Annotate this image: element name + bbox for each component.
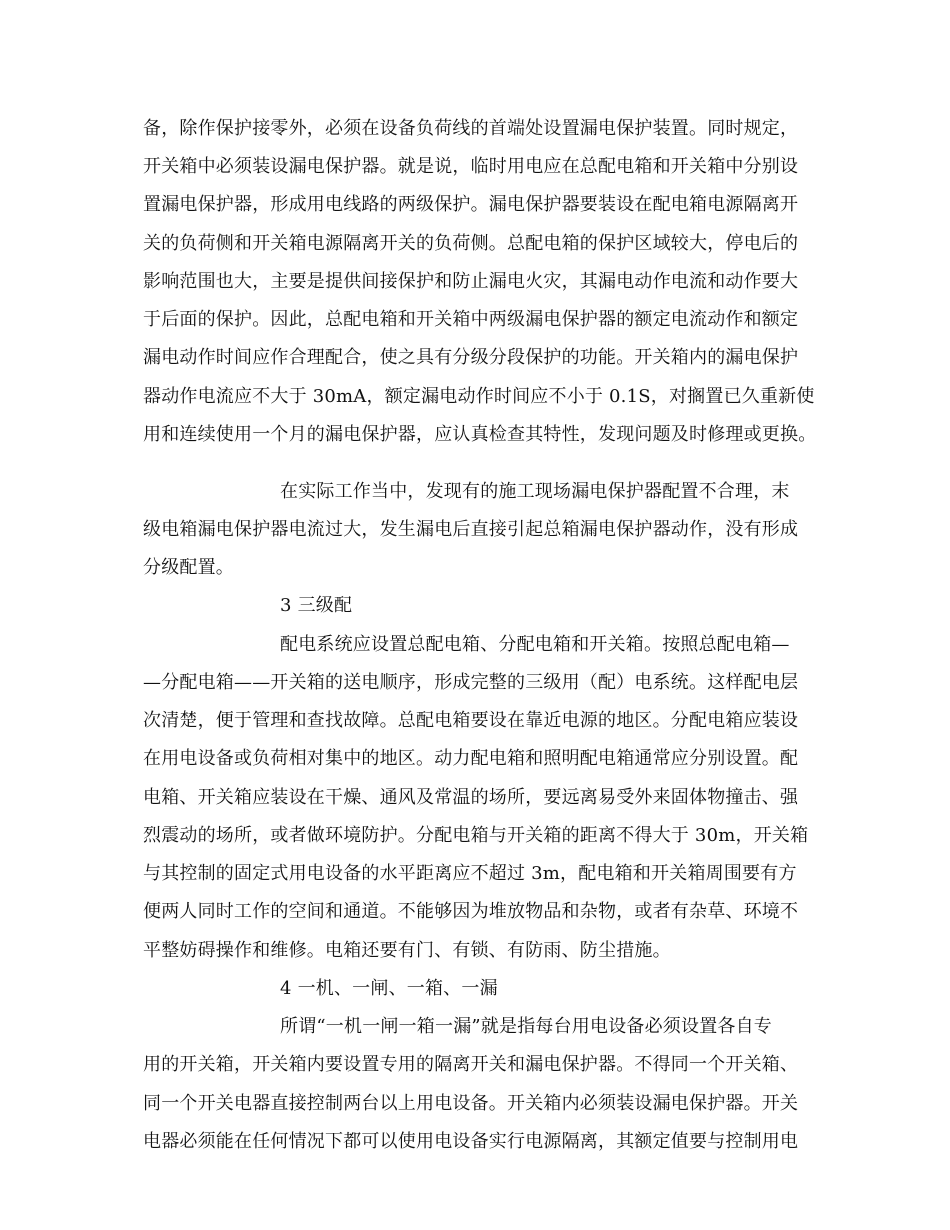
paragraph-4-line-4: 电器必须能在任何情况下都可以使用电设备实行电源隔离，其额定值要与控制用电 xyxy=(143,1131,799,1152)
section-heading-4: 4 一机、一闸、一箱、一漏 xyxy=(280,978,498,999)
paragraph-1-line-4: 关的负荷侧和开关箱电源隔离开关的负荷侧。总配电箱的保护区域较大，停电后的 xyxy=(143,233,799,254)
paragraph-1-line-3: 置漏电保护器，形成用电线路的两级保护。漏电保护器要装设在配电箱电源隔离开 xyxy=(143,194,799,215)
paragraph-3-line-8: 便两人同时工作的空间和通道。不能够因为堆放物品和杂物，或者有杂草、环境不 xyxy=(143,901,799,922)
paragraph-3-line-6: 烈震动的场所，或者做环境防护。分配电箱与开关箱的距离不得大于 30m，开关箱 xyxy=(143,825,809,846)
section-heading-3: 3 三级配 xyxy=(280,595,353,616)
paragraph-1-line-2: 开关箱中必须装设漏电保护器。就是说，临时用电应在总配电箱和开关箱中分别设 xyxy=(143,156,799,177)
paragraph-4-line-1: 所谓“一机一闸一箱一漏”就是指每台用电设备必须设置各自专 xyxy=(280,1016,773,1037)
paragraph-3-line-2: —分配电箱——开关箱的送电顺序，形成完整的三级用（配）电系统。这样配电层 xyxy=(143,672,799,693)
paragraph-4-line-3: 同一个开关电器直接控制两台以上用电设备。开关箱内必须装设漏电保护器。开关 xyxy=(143,1093,799,1114)
paragraph-1-line-8: 器动作电流应不大于 30mA，额定漏电动作时间应不小于 0.1S，对搁置已久重新使 xyxy=(143,386,815,407)
paragraph-2-line-1: 在实际工作当中，发现有的施工现场漏电保护器配置不合理，末 xyxy=(280,481,790,502)
paragraph-1-line-5: 影响范围也大，主要是提供间接保护和防止漏电火灾，其漏电动作电流和动作要大 xyxy=(143,271,799,292)
paragraph-3-line-7: 与其控制的固定式用电设备的水平距离应不超过 3m，配电箱和开关箱周围要有方 xyxy=(143,863,797,884)
paragraph-3-line-9: 平整妨碍操作和维修。电箱还要有门、有锁、有防雨、防尘措施。 xyxy=(143,940,671,961)
paragraph-1-line-1: 备，除作保护接零外，必须在设备负荷线的首端处设置漏电保护装置。同时规定， xyxy=(143,118,799,139)
paragraph-1-line-7: 漏电动作时间应作合理配合，使之具有分级分段保护的功能。开关箱内的漏电保护 xyxy=(143,347,799,368)
paragraph-3-line-5: 电箱、开关箱应装设在干燥、通风及常温的场所，要远离易受外来固体物撞击、强 xyxy=(143,787,799,808)
paragraph-4-line-2: 用的开关箱，开关箱内要设置专用的隔离开关和漏电保护器。不得同一个开关箱、 xyxy=(143,1054,799,1075)
paragraph-1-line-9: 用和连续使用一个月的漏电保护器，应认真检查其特性，发现问题及时修理或更换。 xyxy=(143,424,817,445)
paragraph-1-line-6: 于后面的保护。因此，总配电箱和开关箱中两级漏电保护器的额定电流动作和额定 xyxy=(143,309,799,330)
paragraph-3-line-1: 配电系统应设置总配电箱、分配电箱和开关箱。按照总配电箱— xyxy=(280,634,790,655)
paragraph-2-line-3: 分级配置。 xyxy=(143,557,234,578)
paragraph-2-line-2: 级电箱漏电保护器电流过大，发生漏电后直接引起总箱漏电保护器动作，没有形成 xyxy=(143,519,799,540)
paragraph-3-line-3: 次清楚，便于管理和查找故障。总配电箱要设在靠近电源的地区。分配电箱应装设 xyxy=(143,710,799,731)
paragraph-3-line-4: 在用电设备或负荷相对集中的地区。动力配电箱和照明配电箱通常应分别设置。配 xyxy=(143,748,799,769)
